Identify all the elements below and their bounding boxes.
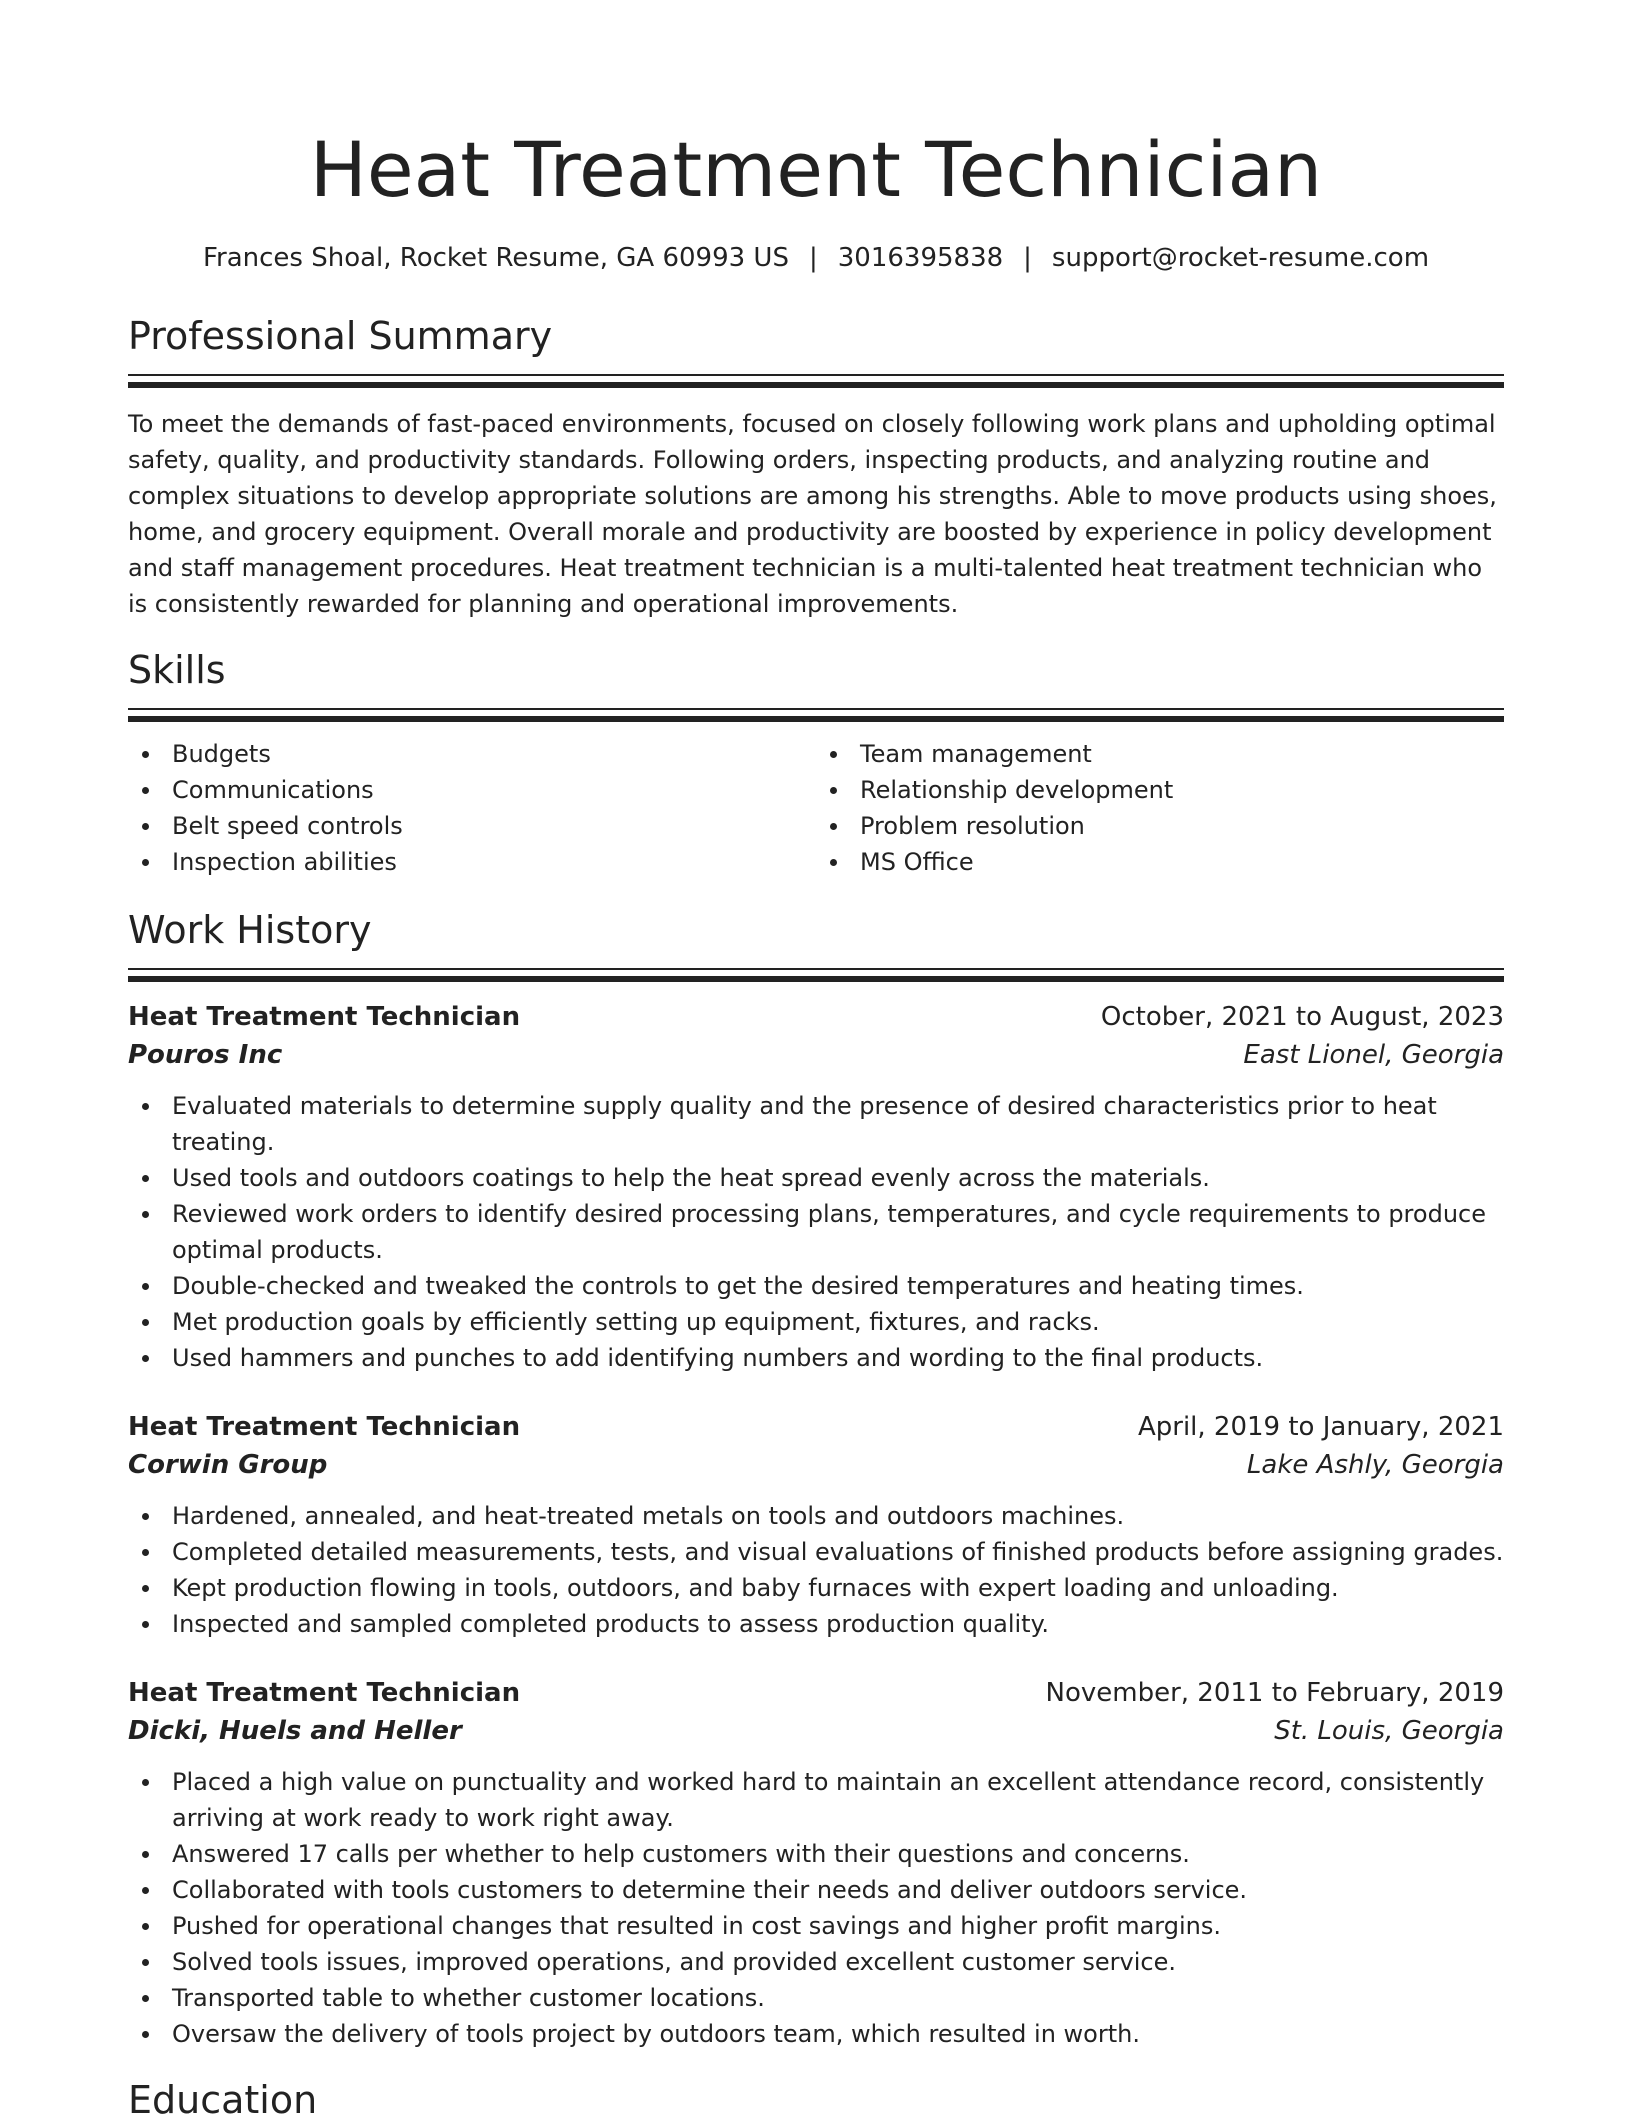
job-bullet: Inspected and sampled completed products to assess production quality. xyxy=(128,1606,1504,1642)
job-subheader xyxy=(128,1712,1504,1750)
section-divider xyxy=(128,374,1504,388)
job-bullets xyxy=(128,1088,1504,1376)
job-bullet: Reviewed work orders to identify desired processing plans, temperatures, and cycle requirements to produce optimal products. xyxy=(128,1196,1504,1268)
contact-line xyxy=(128,242,1504,274)
job-dates: October, 2021 to August, 2023 xyxy=(1100,1002,1504,1032)
section-heading-skills: Skills xyxy=(128,648,226,692)
skill-item: Relationship development xyxy=(816,772,1504,808)
job-bullet: Completed detailed measurements, tests, and visual evaluations of finished products before assigning grades. xyxy=(128,1534,1504,1570)
job-bullet: Collaborated with tools customers to determine their needs and deliver outdoors service. xyxy=(128,1872,1504,1908)
contact-separator: | xyxy=(1023,243,1032,273)
job-entry xyxy=(128,1408,1504,1642)
job-title: Heat Treatment Technician xyxy=(128,1678,521,1708)
job-bullets xyxy=(128,1498,1504,1642)
job-header xyxy=(128,998,1504,1036)
contact-email: support@rocket-resume.com xyxy=(1051,243,1430,273)
skill-item: Problem resolution xyxy=(816,808,1504,844)
job-title: Heat Treatment Technician xyxy=(128,1412,521,1442)
job-bullets xyxy=(128,1764,1504,2052)
skill-item: Belt speed controls xyxy=(128,808,816,844)
job-bullet: Transported table to whether customer locations. xyxy=(128,1980,1504,2016)
job-bullet: Solved tools issues, improved operations, and provided excellent customer service. xyxy=(128,1944,1504,1980)
skill-item: Budgets xyxy=(128,736,816,772)
contact-address: Frances Shoal, Rocket Resume, GA 60993 US xyxy=(202,243,789,273)
job-bullet: Hardened, annealed, and heat-treated metals on tools and outdoors machines. xyxy=(128,1498,1504,1534)
summary-text: To meet the demands of fast-paced environments, focused on closely following work plans and upholding optimal safety, quality, and productivity standards. Following orders, inspecting products, and analyzing routine and complex situations to develop appropriate solutions are among his strengths. Able to move products using shoes, home, and grocery equipment. Overall morale and productivity are boosted by experience in policy development and staff management procedures. Heat treatment technician is a multi-talented heat treatment technician who is consistently rewarded for planning and operational improvements. xyxy=(128,410,1497,618)
job-location: St. Louis, Georgia xyxy=(1274,1716,1504,1746)
skills-columns xyxy=(128,736,1504,880)
job-bullet: Oversaw the delivery of tools project by outdoors team, which resulted in worth. xyxy=(128,2016,1504,2052)
job-bullet: Pushed for operational changes that resulted in cost savings and higher profit margins. xyxy=(128,1908,1504,1944)
section-divider xyxy=(128,968,1504,982)
section-divider xyxy=(128,708,1504,722)
job-bullet: Placed a high value on punctuality and worked hard to maintain an excellent attendance record, consistently arriving at work ready to work right away. xyxy=(128,1764,1504,1836)
job-bullet: Met production goals by efficiently setting up equipment, fixtures, and racks. xyxy=(128,1304,1504,1340)
skill-item: Team management xyxy=(816,736,1504,772)
job-location: Lake Ashly, Georgia xyxy=(1246,1450,1504,1480)
section-heading-education: Education xyxy=(128,2078,318,2122)
job-company: Dicki, Huels and Heller xyxy=(128,1716,462,1746)
job-location: East Lionel, Georgia xyxy=(1243,1040,1504,1070)
job-bullet: Evaluated materials to determine supply quality and the presence of desired characteristics prior to heat treating. xyxy=(128,1088,1504,1160)
skill-item: Communications xyxy=(128,772,816,808)
skill-item: Inspection abilities xyxy=(128,844,816,880)
job-bullet: Used hammers and punches to add identifying numbers and wording to the final products. xyxy=(128,1340,1504,1376)
resume-title: Heat Treatment Technician xyxy=(309,125,1323,214)
job-company: Corwin Group xyxy=(128,1450,328,1480)
job-bullet: Kept production flowing in tools, outdoors, and baby furnaces with expert loading and unloading. xyxy=(128,1570,1504,1606)
summary-section xyxy=(128,312,1504,622)
section-heading-summary: Professional Summary xyxy=(128,314,553,358)
job-header xyxy=(128,1408,1504,1446)
skill-item: MS Office xyxy=(816,844,1504,880)
job-company: Pouros Inc xyxy=(128,1040,283,1070)
skills-list-right xyxy=(816,736,1504,880)
job-dates: November, 2011 to February, 2019 xyxy=(1045,1678,1504,1708)
job-dates: April, 2019 to January, 2021 xyxy=(1137,1412,1504,1442)
section-heading-work-history: Work History xyxy=(128,908,372,952)
skills-list-left xyxy=(128,736,816,880)
job-entry xyxy=(128,1674,1504,2052)
resume-content xyxy=(128,0,1504,2124)
contact-phone: 3016395838 xyxy=(837,243,1004,273)
job-title: Heat Treatment Technician xyxy=(128,1002,521,1032)
job-entry xyxy=(128,998,1504,1376)
contact-separator: | xyxy=(808,243,818,273)
education-section xyxy=(128,2076,1504,2124)
job-subheader xyxy=(128,1446,1504,1484)
skills-section xyxy=(128,646,1504,880)
job-bullet: Used tools and outdoors coatings to help the heat spread evenly across the materials. xyxy=(128,1160,1504,1196)
job-bullet: Double-checked and tweaked the controls to get the desired temperatures and heating times. xyxy=(128,1268,1504,1304)
work-history-section xyxy=(128,906,1504,2052)
job-header xyxy=(128,1674,1504,1712)
job-bullet: Answered 17 calls per whether to help customers with their questions and concerns. xyxy=(128,1836,1504,1872)
job-subheader xyxy=(128,1036,1504,1074)
